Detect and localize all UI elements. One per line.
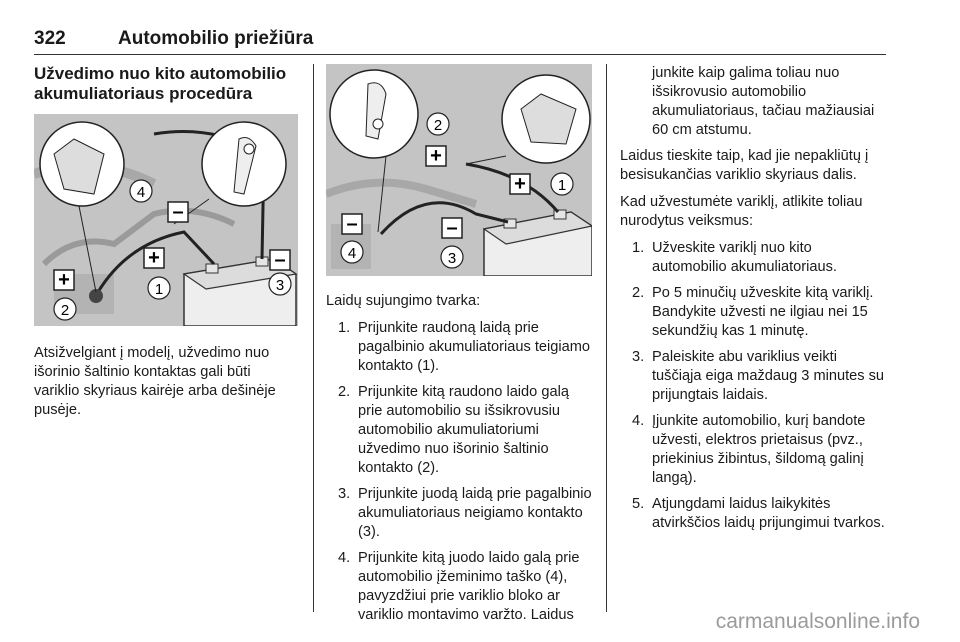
callout-3: 3 [275,277,285,294]
engine-bay-drawing [326,64,592,276]
list-item: 1. Prijunkite raudoną laidą prie pagalbinio akumuliatoriaus teigiamo kontakto (1). [338,320,591,374]
minus-label: – [172,201,184,223]
engine-bay-drawing [34,114,298,326]
minus-label: – [346,213,358,235]
callout-2: 2 [433,117,443,134]
connection-steps-list [326,319,592,625]
column-3 [620,64,888,540]
callout-4: 4 [347,245,357,262]
column-divider [606,64,607,612]
column-2 [326,64,592,632]
plus-label: + [148,247,160,269]
start-instructions-paragraph: Kad užvestumėte variklį, atlikite toliau nurodytus veiksmus: [620,194,863,229]
callout-4: 4 [136,184,146,201]
plus-label: + [430,145,442,167]
plus-label: + [58,269,70,291]
site-watermark: carmanualsonline.info [715,610,920,633]
minus-label: – [274,249,286,271]
callout-1: 1 [557,177,567,194]
step-continuation: junkite kaip galima toliau nuo išsikrovusio automobilio akumuliatoriaus, tačiau mažiausiai 60 cm atstumu. [652,65,875,138]
running-title: Automobilio priežiūra [118,28,314,49]
callout-1: 1 [154,281,164,298]
column-1 [34,64,300,428]
page-number: 322 [34,28,66,49]
list-item: 1. Užveskite variklį nuo kito automobilio akumuliatoriaus. [632,240,837,275]
start-steps-list [620,239,888,533]
plus-label: + [514,173,526,195]
list-item: 2. Po 5 minučių užveskite kitą variklį. Bandykite užvesti ne ilgiau nei 15 sekundžių kas 1 minutę. [632,285,874,339]
jump-start-illustration-1 [34,114,298,326]
callout-3: 3 [447,250,457,267]
list-item: 3. Paleiskite abu variklius veikti tuščiąja eiga maždaug 3 minutes su prijungtais laidais. [632,349,885,403]
column-divider [313,64,314,612]
cable-routing-paragraph: Laidus tieskite taip, kad jie nepakliūtų į besisukančias variklio skyriaus dalis. [620,148,869,183]
list-item: 4. Įjunkite automobilio, kurį bandote užvesti, elektros prietaisus (pvz., priekinius žibintus, šildomą galinį langą). [632,413,866,486]
callout-2: 2 [60,302,70,319]
minus-label: – [446,217,458,239]
list-item: 3. Prijunkite juodą laidą prie pagalbinio akumuliatoriaus neigiamo kontakto (3). [338,486,592,540]
list-item: 2. Prijunkite kitą raudono laido galą prie automobilio su išsikrovusiu automobilio akumuliatoriumi užvedimo nuo išorinio šaltinio kontakto (2). [338,384,569,476]
section-heading: Užvedimo nuo kito automobilio akumuliatoriaus procedūra [34,64,287,103]
model-note-paragraph: Atsižvelgiant į modelį, užvedimo nuo išorinio šaltinio kontaktas gali būti variklio skyriaus kairėje arba dešinėje pusėje. [34,345,276,418]
connection-order-intro: Laidų sujungimo tvarka: [326,293,481,309]
list-item: 5. Atjungdami laidus laikykitės atvirkščios laidų prijungimui tvarkos. [632,496,885,531]
jump-start-illustration-2 [326,64,592,276]
page-header [34,28,886,55]
list-item: 4. Prijunkite kitą juodo laido galą prie automobilio įžeminimo taško (4), pavyzdžiui prie variklio bloko ar variklio montavimo varžto. Laidus [338,550,580,623]
